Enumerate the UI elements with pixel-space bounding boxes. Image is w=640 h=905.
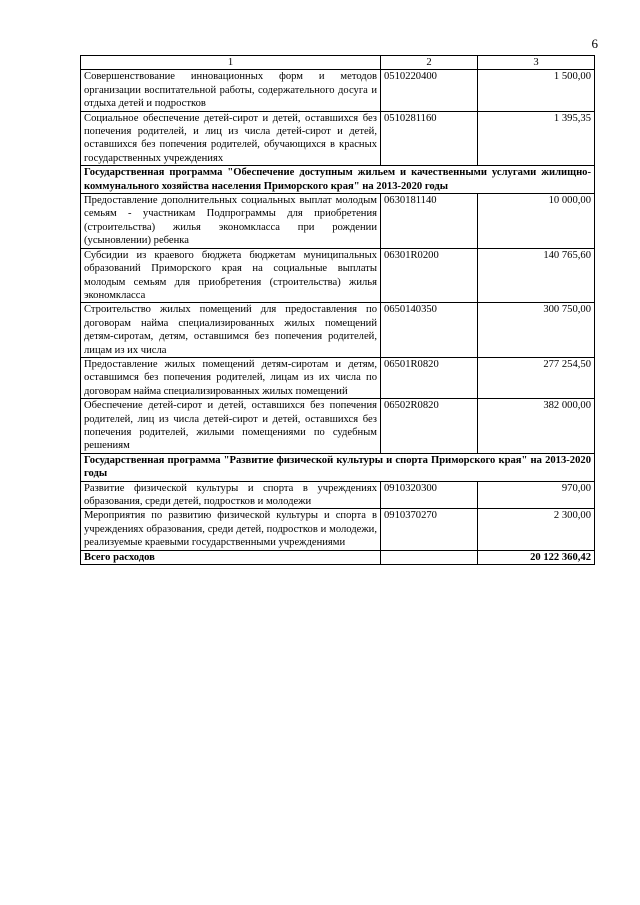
table-row (81, 194, 595, 249)
total-code (381, 550, 478, 564)
row-code: 0650140350 (381, 303, 478, 358)
column-header-3: 3 (478, 56, 595, 70)
table-row (81, 111, 595, 166)
total-label: Всего расходов (81, 550, 381, 564)
table-header-row (81, 56, 595, 70)
table-row (81, 248, 595, 303)
row-amount: 1 500,00 (478, 70, 595, 111)
total-row (81, 550, 595, 564)
table-row (81, 399, 595, 454)
row-description: Предоставление дополнительных социальных выплат молодым семьям - участникам Подпрограммы для приобретения (строительства) жилья экономкласса при рождении (усыновлении) ребенка (81, 194, 381, 249)
table-row (81, 303, 595, 358)
column-header-1: 1 (81, 56, 381, 70)
row-amount: 277 254,50 (478, 357, 595, 398)
row-description: Социальное обеспечение детей-сирот и детей, оставшихся без попечения родителей, и лиц из числа детей-сирот и детей, оставшихся без попечения родителей, обучающихся в красных государственных учреждениях (81, 111, 381, 166)
row-description: Развитие физической культуры и спорта в учреждениях образования, среди детей, подростков и молодежи (81, 481, 381, 509)
row-amount: 970,00 (478, 481, 595, 509)
section-title: Государственная программа "Обеспечение доступным жильем и качественными услугами жилищно-коммунального хозяйства населения Приморского края" на 2013-2020 годы (81, 166, 595, 194)
row-code: 0910370270 (381, 509, 478, 550)
section-header-row (81, 166, 595, 194)
row-code: 0510220400 (381, 70, 478, 111)
row-code: 06501R0820 (381, 357, 478, 398)
total-amount: 20 122 360,42 (478, 550, 595, 564)
row-code: 0910320300 (381, 481, 478, 509)
table-row (81, 357, 595, 398)
row-amount: 1 395,35 (478, 111, 595, 166)
row-code: 0630181140 (381, 194, 478, 249)
row-code: 0510281160 (381, 111, 478, 166)
row-description: Предоставление жилых помещений детям-сиротам и детям, оставшимся без попечения родителей, лицам из их числа по договорам найма специализированных жилых помещений (81, 357, 381, 398)
row-amount: 382 000,00 (478, 399, 595, 454)
row-description: Мероприятия по развитию физической культуры и спорта в учреждениях образования, среди детей, подростков и молодежи, реализуемые краевыми государственными учреждениями (81, 509, 381, 550)
page-number: 6 (591, 36, 598, 51)
table-row (81, 481, 595, 509)
row-description: Совершенствование инновационных форм и методов организации воспитательной работы, содержательного досуга и отдыха детей и подростков (81, 70, 381, 111)
expenses-table (80, 55, 595, 565)
row-description: Строительство жилых помещений для предоставления по договорам найма специализированных жилых помещений детям-сиротам, детям, оставшимся без попечения родителей, лицам из их числа (81, 303, 381, 358)
row-amount: 2 300,00 (478, 509, 595, 550)
row-amount: 300 750,00 (478, 303, 595, 358)
row-amount: 140 765,60 (478, 248, 595, 303)
row-description: Обеспечение детей-сирот и детей, оставшихся без попечения родителей, лиц из числа детей-сирот и детей, оставшихся без попечения родителей, жилыми помещениями по судебным решениям (81, 399, 381, 454)
row-code: 06301R0200 (381, 248, 478, 303)
row-description: Субсидии из краевого бюджета бюджетам муниципальных образований Приморского края на социальные выплаты молодым семьям для приобретения (строительства) жилья экономкласса (81, 248, 381, 303)
column-header-2: 2 (381, 56, 478, 70)
section-header-row (81, 453, 595, 481)
table-row (81, 70, 595, 111)
table-row (81, 509, 595, 550)
row-code: 06502R0820 (381, 399, 478, 454)
row-amount: 10 000,00 (478, 194, 595, 249)
section-title: Государственная программа "Развитие физической культуры и спорта Приморского края" на 2013-2020 годы (81, 453, 595, 481)
